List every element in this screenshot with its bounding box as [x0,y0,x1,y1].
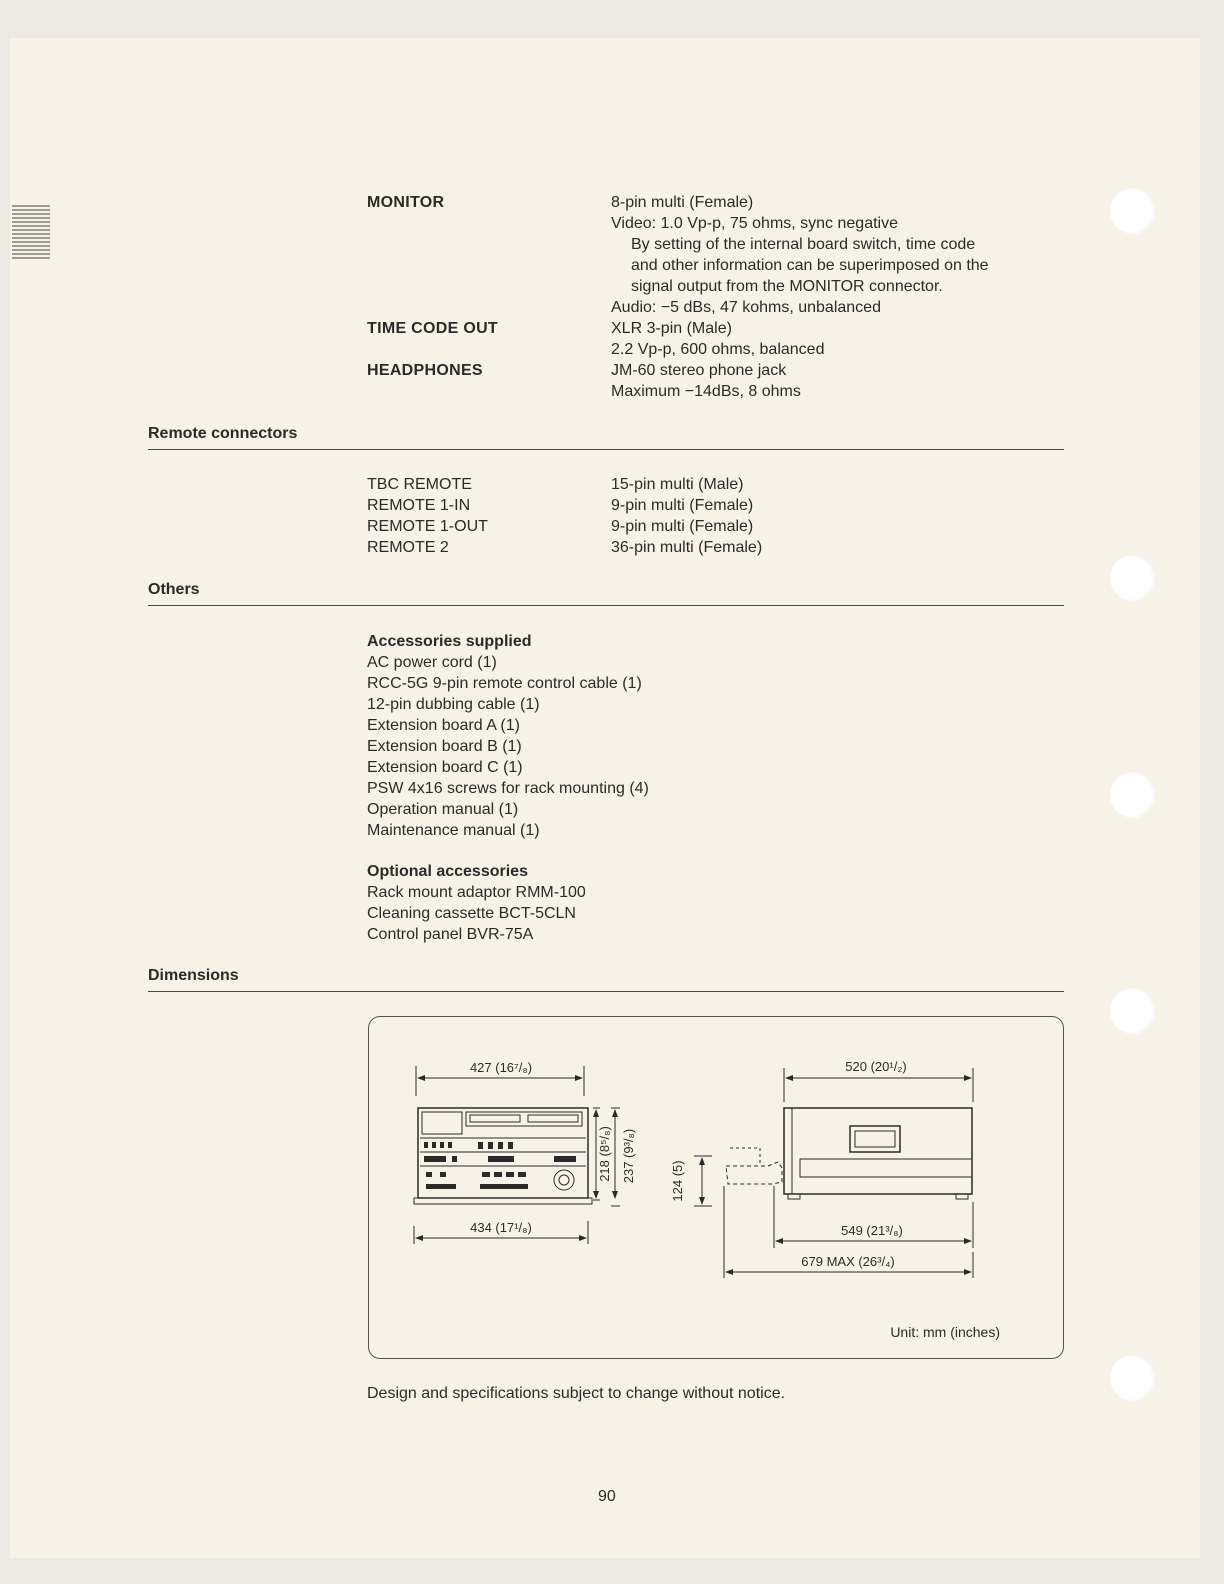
accessory-item: Maintenance manual (1) [367,822,540,839]
accessory-item: AC power cord (1) [367,654,497,671]
binder-hole [1110,555,1156,601]
deck-side-body [784,1108,972,1194]
headphones-spec [611,360,801,402]
monitor-spec [611,192,989,318]
monitor-label: MONITOR [367,194,445,211]
binder-hole [1110,188,1156,234]
front-height-label: 218 (8⁵/₈) [597,1126,612,1182]
remote-connector-name: TBC REMOTE [367,476,472,493]
accessory-item: Extension board C (1) [367,759,523,776]
dimensions-title: Dimensions [148,967,239,984]
optional-accessory-item: Cleaning cassette BCT-5CLN [367,905,576,922]
spec-line: JM-60 stereo phone jack [611,362,787,379]
handle-outline [726,1162,782,1184]
remote-connector-names [367,474,488,558]
spec-line: XLR 3-pin (Male) [611,320,732,337]
side-depth-max-label: 679 MAX (26³/₄) [801,1254,895,1269]
spec-line: Video: 1.0 Vp-p, 75 ohms, sync negative [611,215,898,232]
front-height-total-label: 237 (9³/₈) [621,1128,636,1184]
spec-line: and other information can be superimposed on the [631,257,989,274]
remote-connector-spec: 36-pin multi (Female) [611,539,763,556]
edge-tab-marker [12,205,50,260]
headphones-label: HEADPHONES [367,362,483,379]
optional-accessory-item: Rack mount adaptor RMM-100 [367,884,586,901]
accessory-item: RCC-5G 9-pin remote control cable (1) [367,675,642,692]
remote-connector-spec: 15-pin multi (Male) [611,476,744,493]
section-divider [148,605,1064,606]
accessories-block [367,631,649,945]
accessory-item: PSW 4x16 screws for rack mounting (4) [367,780,649,797]
footer-note: Design and specifications subject to change without notice. [367,1385,786,1402]
page-number: 90 [598,1488,616,1505]
front-bottom-width-label: 434 (17¹/₈) [470,1220,532,1235]
accessory-item: Extension board A (1) [367,717,520,734]
spec-line: Audio: −5 dBs, 47 kohms, unbalanced [611,299,881,316]
remote-connector-name: REMOTE 1-IN [367,497,471,514]
side-foot-label: 124 (5) [670,1160,685,1202]
remote-connector-spec: 9-pin multi (Female) [611,497,754,514]
remote-connector-specs [611,474,762,558]
spec-line: Maximum −14dBs, 8 ohms [611,383,801,400]
accessories-supplied-heading: Accessories supplied [367,633,532,650]
dimensions-drawing [368,1016,1064,1359]
accessory-item: Extension board B (1) [367,738,522,755]
side-depth-label: 520 (20¹/₂) [845,1059,907,1074]
side-depth-body-label: 549 (21³/₈) [841,1223,903,1238]
spec-line: signal output from the MONITOR connector. [631,278,943,295]
time-code-out-spec [611,318,824,360]
section-divider [148,449,1064,450]
optional-accessory-item: Control panel BVR-75A [367,926,534,943]
unit-label: Unit: mm (inches) [890,1324,1000,1340]
spec-line: 8-pin multi (Female) [611,194,754,211]
accessory-item: Operation manual (1) [367,801,519,818]
spec-line: 2.2 Vp-p, 600 ohms, balanced [611,341,825,358]
remote-connector-spec: 9-pin multi (Female) [611,518,754,535]
others-title: Others [148,581,200,598]
front-width-label: 427 (16⁷/₈) [469,1060,533,1075]
section-divider [148,991,1064,992]
accessory-item: 12-pin dubbing cable (1) [367,696,540,713]
remote-connectors-title: Remote connectors [148,425,298,442]
binder-hole [1110,1355,1156,1401]
remote-connector-name: REMOTE 2 [367,539,449,556]
binder-hole [1110,772,1156,818]
remote-connector-name: REMOTE 1-OUT [367,518,488,535]
optional-accessories-heading: Optional accessories [367,863,528,880]
spec-line: By setting of the internal board switch, time code [631,236,976,253]
time-code-out-label: TIME CODE OUT [367,320,499,337]
binder-hole [1110,988,1156,1034]
